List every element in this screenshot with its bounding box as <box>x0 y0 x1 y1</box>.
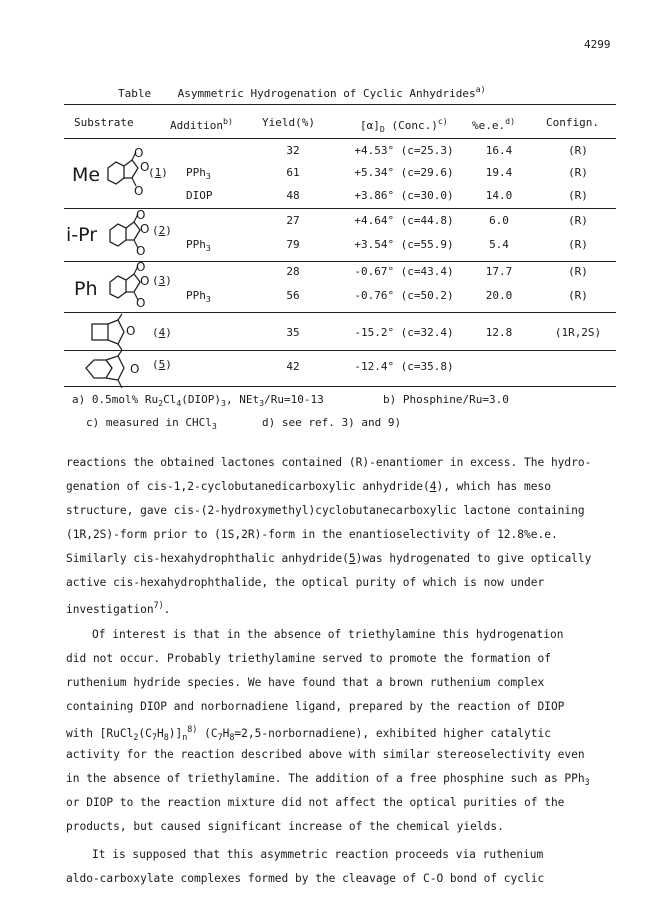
table-cell-rotation: +3.54° (c=55.9) <box>354 238 454 251</box>
footnote-a: a) 0.5mol% $Ru_2Cl_4(DIOP)_3$, NEt$_3$/Ru=10-13 <box>72 393 324 408</box>
paragraph-line: did not occur. Probably triethylamine served to promote the formation of <box>66 652 551 665</box>
header-addition: Addition$^{b)}$ <box>170 116 233 132</box>
paragraph-line: Similarly cis-hexahydrophthalic anhydride(5)was hydrogenated to give optically <box>66 552 592 565</box>
header-config: Confign. <box>546 116 599 129</box>
table-cell-rotation: -0.76° (c=50.2) <box>354 289 454 302</box>
table-cell-rotation: -12.4° (c=35.8) <box>354 360 454 373</box>
header-ee: %e.e.$^{d)}$ <box>472 116 516 132</box>
paragraph-line: aldo-carboxylate complexes formed by the cleavage of C-O bond of cyclic <box>66 872 545 885</box>
caption-footnote-mark: a) <box>475 84 486 94</box>
table-cell-config: (R) <box>568 214 588 227</box>
paragraph-line: activity for the reaction described above with similar stereoselectivity even <box>66 748 585 761</box>
paragraph-line: It is supposed that this asymmetric reaction proceeds via ruthenium <box>92 848 544 861</box>
oxygen-label: O <box>140 160 150 174</box>
table-cell-yield: 42 <box>286 360 300 373</box>
paragraph-line: genation of cis-1,2-cyclobutanedicarboxylic anhydride(4), which has meso <box>66 480 551 493</box>
header-yield: Yield(%) <box>262 116 315 129</box>
oxygen-label: O <box>130 362 140 376</box>
paragraph-line: structure, gave cis-(2-hydroxymethyl)cyclobutanecarboxylic lactone containing <box>66 504 585 517</box>
compound-number-3: (3) <box>152 274 172 287</box>
substituent-label-ph: Ph <box>74 278 98 300</box>
footnote-b: b) Phosphine/Ru=3.0 <box>383 393 509 406</box>
oxygen-label: O <box>134 184 144 198</box>
header-rule <box>64 138 616 139</box>
table-cell-config: (R) <box>568 144 588 157</box>
table-cell-ee: 20.0 <box>485 289 513 302</box>
oxygen-label: O <box>136 244 146 258</box>
compound-number-5: (5) <box>152 358 172 371</box>
table-cell-ee: 5.4 <box>489 238 509 251</box>
table-cell-config: (R) <box>568 238 588 251</box>
table-cell-addition: PPh$_3$ <box>186 166 211 181</box>
table-cell-yield: 32 <box>286 144 300 157</box>
table-cell-yield: 48 <box>286 189 300 202</box>
group-divider-1 <box>64 208 616 209</box>
paragraph-line: Of interest is that in the absence of triethylamine this hydrogenation <box>92 628 564 641</box>
table-cell-addition: DIOP <box>186 189 213 202</box>
substituent-label-me: Me <box>72 164 101 186</box>
table-cell-ee: 14.0 <box>485 189 513 202</box>
table-cell-rotation: +3.86° (c=30.0) <box>354 189 454 202</box>
paragraph-line: active cis-hexahydrophthalide, the optical purity of which is now under <box>66 576 545 589</box>
paragraph-line: containing DIOP and norbornadiene ligand, prepared by the reaction of DIOP <box>66 700 565 713</box>
oxygen-label: O <box>136 296 146 310</box>
table-cell-ee: 12.8 <box>485 326 513 339</box>
paragraph-line: or DIOP to the reaction mixture did not affect the optical purities of the <box>66 796 565 809</box>
table-cell-yield: 61 <box>286 166 300 179</box>
table-cell-config: (R) <box>568 265 588 278</box>
table-cell-addition: PPh$_3$ <box>186 238 211 253</box>
paragraph-line: ruthenium hydride species. We have found that a brown ruthenium complex <box>66 676 545 689</box>
substituent-label-ipr: i-Pr <box>66 224 98 246</box>
header-substrate: Substrate <box>74 116 134 129</box>
oxygen-label: O <box>126 324 136 338</box>
cyclobutane-anhydride-structure <box>86 312 146 352</box>
header-rotation: $[\alpha]_D$ (Conc.)$^{c)}$ <box>360 116 448 134</box>
table-cell-yield: 56 <box>286 289 300 302</box>
footnote-c: c) measured in CHCl$_3$ <box>86 416 217 431</box>
table-cell-rotation: -0.67° (c=43.4) <box>354 265 454 278</box>
table-cell-ee: 19.4 <box>485 166 513 179</box>
table-caption <box>118 84 486 100</box>
table-cell-yield: 35 <box>286 326 300 339</box>
table-cell-rotation: +5.34° (c=29.6) <box>354 166 454 179</box>
oxygen-label: O <box>140 274 150 288</box>
paragraph-line: investigation$^{7)}$. <box>66 600 171 616</box>
paragraph-line: (1R,2S)-form prior to (1S,2R)-form in the enantioselectivity of 12.8%e.e. <box>66 528 558 541</box>
table-cell-config: (R) <box>568 289 588 302</box>
oxygen-label: O <box>140 222 150 236</box>
caption-label: Table <box>118 87 152 100</box>
oxygen-label: O <box>136 260 146 274</box>
compound-number-4: (4) <box>152 326 172 339</box>
table-cell-yield: 28 <box>286 265 300 278</box>
table-cell-ee: 6.0 <box>489 214 509 227</box>
caption-title: Asymmetric Hydrogenation of Cyclic Anhydrides <box>177 87 476 100</box>
table-cell-config: (1R,2S) <box>554 326 602 339</box>
table-cell-ee: 16.4 <box>485 144 513 157</box>
page-number: 4299 <box>584 38 611 51</box>
compound-number-2: (2) <box>152 224 172 237</box>
paragraph-line: products, but caused significant increase of the chemical yields. <box>66 820 504 833</box>
table-cell-yield: 27 <box>286 214 300 227</box>
table-cell-config: (R) <box>568 189 588 202</box>
table-cell-rotation: +4.64° (c=44.8) <box>354 214 454 227</box>
table-cell-yield: 79 <box>286 238 300 251</box>
paragraph-line: with $[RuCl_2(C_7H_8)]_n^{8)}$ $(C_7H_8=2,5-norbornadiene)$, exhibited higher catalytic <box>66 724 551 742</box>
table-cell-rotation: -15.2° (c=32.4) <box>354 326 454 339</box>
table-cell-addition: PPh$_3$ <box>186 289 211 304</box>
table-cell-config: (R) <box>568 166 588 179</box>
oxygen-label: O <box>136 208 146 222</box>
table-top-rule <box>64 104 616 105</box>
compound-number-1: (1) <box>148 166 168 179</box>
table-cell-ee: 17.7 <box>485 265 513 278</box>
oxygen-label: O <box>134 146 144 160</box>
paragraph-line: reactions the obtained lactones contained (R)-enantiomer in excess. The hydro- <box>66 456 592 469</box>
paragraph-line: in the absence of triethylamine. The addition of a free phosphine such as PPh$_3$ <box>66 772 590 787</box>
table-cell-rotation: +4.53° (c=25.3) <box>354 144 454 157</box>
footnote-d: d) see ref. 3) and 9) <box>262 416 402 429</box>
